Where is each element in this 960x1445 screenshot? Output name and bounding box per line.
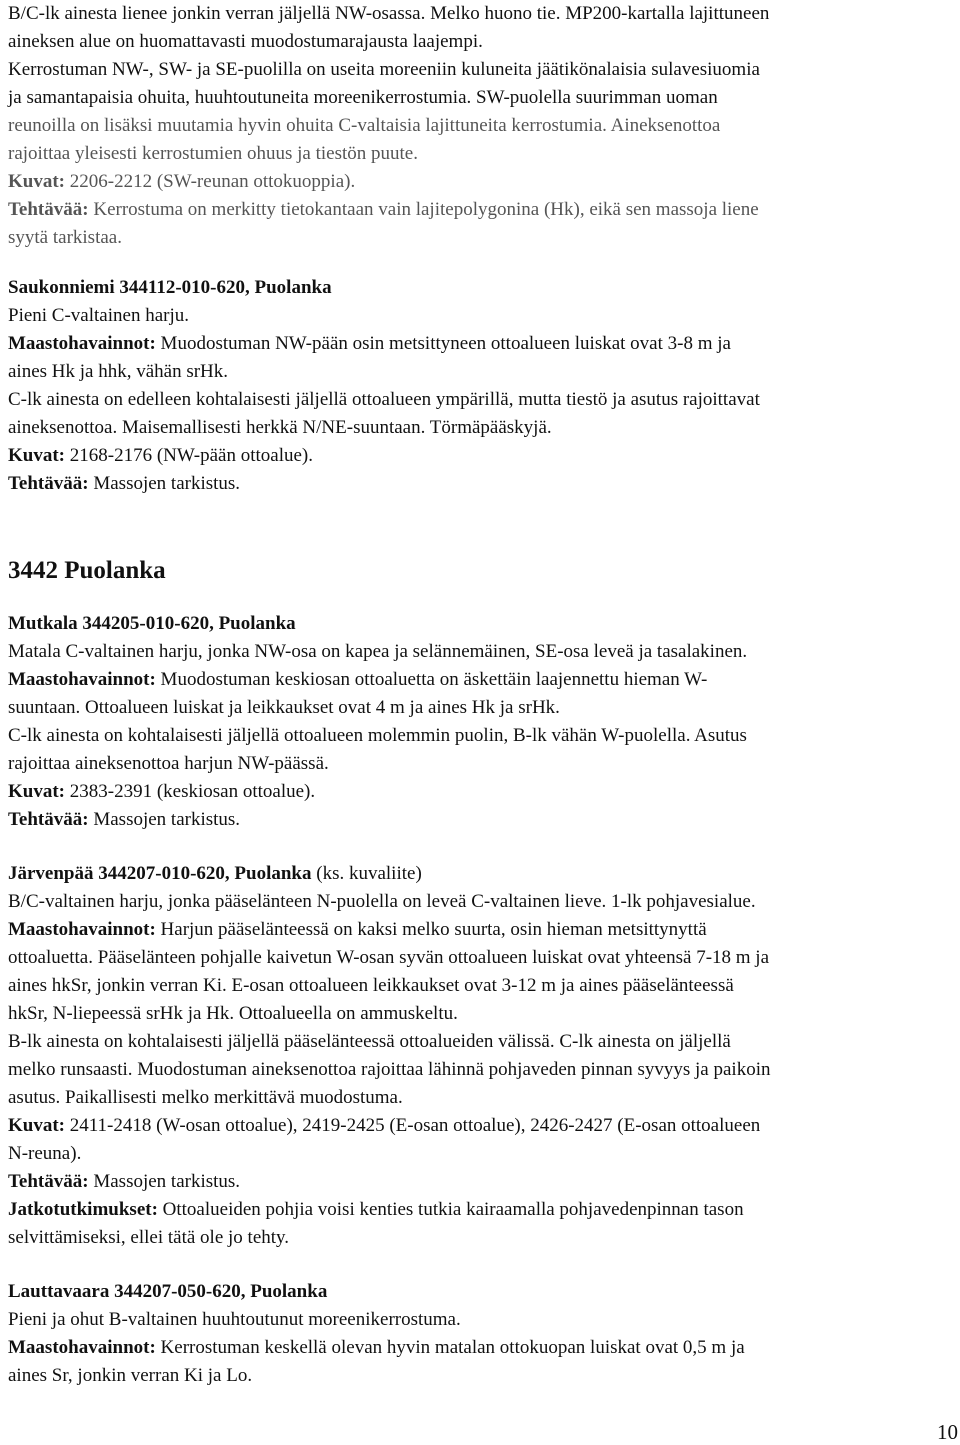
body-text: hkSr, N-liepeessä srHk ja Hk. Ottoalueella on ammuskeltu. xyxy=(8,1003,458,1024)
maastohavainnot-label: Maastohavainnot: xyxy=(8,333,156,354)
body-text: aines Sr, jonkin verran Ki ja Lo. xyxy=(8,1365,253,1386)
entry-title-line xyxy=(8,860,954,888)
body-text: N-reuna). xyxy=(8,1143,82,1164)
body-text: melko runsaasti. Muodostuman aineksenottoa rajoittaa lähinnä pohjaveden pinnan syvyys ja paikoin xyxy=(8,1059,771,1080)
entry-title-suffix: (ks. kuvaliite) xyxy=(311,863,422,884)
jatkotutkimukset-line xyxy=(8,1196,954,1224)
jatkotutkimukset-label: Jatkotutkimukset: xyxy=(8,1199,158,1220)
lauttavaara-section xyxy=(8,1278,954,1390)
tehtavaa-label: Tehtävää: xyxy=(8,1171,89,1192)
body-text: B/C-lk ainesta lienee jonkin verran jäljellä NW-osassa. Melko huono tie. MP200-kartalla lajittuneen xyxy=(8,3,770,24)
intro-section xyxy=(8,0,954,252)
body-text: rajoittaa yleisesti kerrostumien ohuus ja tiestön puute. xyxy=(8,143,418,164)
body-text: reunoilla on lisäksi muutamia hyvin ohuita C-valtaisia lajittuneita kerrostumia. Aineksenottoa xyxy=(8,115,721,136)
tehtavaa-line xyxy=(8,470,954,498)
section-heading: 3442 Puolanka xyxy=(8,557,166,584)
kuvat-text: 2168-2176 (NW-pään ottoalue). xyxy=(65,445,313,466)
kuvat-text: 2411-2418 (W-osan ottoalue), 2419-2425 (E-osan ottoalue), 2426-2427 (E-osan ottoalueen xyxy=(65,1115,761,1136)
maastohavainnot-text: Kerrostuman keskellä olevan hyvin matalan ottokuopan luiskat ovat 0,5 m ja xyxy=(155,1337,745,1358)
kuvat-line xyxy=(8,1112,954,1140)
body-text: rajoittaa aineksenottoa harjun NW-päässä. xyxy=(8,753,329,774)
tehtavaa-text: Massojen tarkistus. xyxy=(88,473,241,494)
entry-title: Saukonniemi 344112-010-620, Puolanka xyxy=(8,277,332,298)
tehtavaa-text: Kerrostuma on merkitty tietokantaan vain lajitepolygonina (Hk), eikä sen massoja liene xyxy=(88,199,759,220)
kuvat-label: Kuvat: xyxy=(8,445,65,466)
maastohavainnot-line xyxy=(8,916,954,944)
entry-title: Järvenpää 344207-010-620, Puolanka xyxy=(8,863,312,884)
tehtavaa-text: Massojen tarkistus. xyxy=(88,1171,241,1192)
kuvat-text: 2206-2212 (SW-reunan ottokuoppia). xyxy=(65,171,356,192)
body-text: asutus. Paikallisesti melko merkittävä muodostuma. xyxy=(8,1087,403,1108)
maastohavainnot-text: Muodostuman keskiosan ottoaluetta on äskettäin laajennettu hieman W- xyxy=(155,669,708,690)
body-text: C-lk ainesta on edelleen kohtalaisesti jäljellä ottoalueen ympärillä, mutta tiestö ja asutus rajoittavat xyxy=(8,389,760,410)
kuvat-line xyxy=(8,778,954,806)
maastohavainnot-line xyxy=(8,330,954,358)
maastohavainnot-line xyxy=(8,1334,954,1362)
kuvat-label: Kuvat: xyxy=(8,171,65,192)
body-text: C-lk ainesta on kohtalaisesti jäljellä ottoalueen molemmin puolin, B-lk vähän W-puolella. Asutus xyxy=(8,725,747,746)
body-text: suuntaan. Ottoalueen luiskat ja leikkaukset ovat 4 m ja aines Hk ja srHk. xyxy=(8,697,560,718)
body-text: aines hkSr, jonkin verran Ki. E-osan ottoalueen leikkaukset ovat 3-12 m ja aines pääselänteessä xyxy=(8,975,734,996)
entry-description: Pieni ja ohut B-valtainen huuhtoutunut moreenikerrostuma. xyxy=(8,1309,461,1330)
tehtavaa-text: Massojen tarkistus. xyxy=(88,809,241,830)
kuvat-label: Kuvat: xyxy=(8,781,65,802)
body-text: aineksenottoa. Maisemallisesti herkkä N/NE-suuntaan. Törmäpääskyjä. xyxy=(8,417,552,438)
body-text: B-lk ainesta on kohtalaisesti jäljellä pääselänteessä ottoalueiden välissä. C-lk ainesta on jäljellä xyxy=(8,1031,731,1052)
body-text: selvittämiseksi, ellei tätä ole jo tehty. xyxy=(8,1227,290,1248)
tehtavaa-line xyxy=(8,1168,954,1196)
body-text: ottoaluetta. Pääselänteen pohjalle kaivetun W-osan syvän ottoalueen luiskat ovat yhteensä 7-18 m ja xyxy=(8,947,770,968)
document-page xyxy=(8,0,954,1390)
jatkotutkimukset-text: Ottoalueiden pohjia voisi kenties tutkia kairaamalla pohjavedenpinnan tason xyxy=(157,1199,744,1220)
tehtavaa-line xyxy=(8,196,954,224)
kuvat-line xyxy=(8,442,954,470)
kuvat-label: Kuvat: xyxy=(8,1115,65,1136)
maastohavainnot-text: Harjun pääselänteessä on kaksi melko suurta, osin hieman metsittynyttä xyxy=(155,919,707,940)
tehtavaa-label: Tehtävää: xyxy=(8,809,89,830)
entry-title: Lauttavaara 344207-050-620, Puolanka xyxy=(8,1281,328,1302)
tehtavaa-label: Tehtävää: xyxy=(8,199,89,220)
kuvat-line xyxy=(8,168,954,196)
body-text: syytä tarkistaa. xyxy=(8,227,122,248)
entry-description: Pieni C-valtainen harju. xyxy=(8,305,189,326)
page-number: 10 xyxy=(937,1420,958,1444)
maastohavainnot-label: Maastohavainnot: xyxy=(8,1337,156,1358)
maastohavainnot-label: Maastohavainnot: xyxy=(8,669,156,690)
maastohavainnot-line xyxy=(8,666,954,694)
tehtavaa-line xyxy=(8,806,954,834)
saukonniemi-section xyxy=(8,274,954,498)
body-text: ja samantapaisia ohuita, huuhtoutuneita moreenikerrostumia. SW-puolella suurimman uoman xyxy=(8,87,718,108)
body-text: aines Hk ja hhk, vähän srHk. xyxy=(8,361,229,382)
entry-description: B/C-valtainen harju, jonka pääselänteen N-puolella on leveä C-valtainen lieve. 1-lk pohjavesialue. xyxy=(8,891,756,912)
entry-title: Mutkala 344205-010-620, Puolanka xyxy=(8,613,296,634)
maastohavainnot-text: Muodostuman NW-pään osin metsittyneen ottoalueen luiskat ovat 3-8 m ja xyxy=(155,333,731,354)
body-text: aineksen alue on huomattavasti muodostumarajausta laajempi. xyxy=(8,31,483,52)
body-text: Kerrostuman NW-, SW- ja SE-puolilla on useita moreeniin kuluneita jäätikönalaisia sulavesiuomia xyxy=(8,59,760,80)
entry-description: Matala C-valtainen harju, jonka NW-osa on kapea ja selännemäinen, SE-osa leveä ja tasalakinen. xyxy=(8,641,748,662)
kuvat-text: 2383-2391 (keskiosan ottoalue). xyxy=(65,781,316,802)
jarvenpaa-section xyxy=(8,860,954,1252)
maastohavainnot-label: Maastohavainnot: xyxy=(8,919,156,940)
mutkala-section xyxy=(8,610,954,834)
tehtavaa-label: Tehtävää: xyxy=(8,473,89,494)
